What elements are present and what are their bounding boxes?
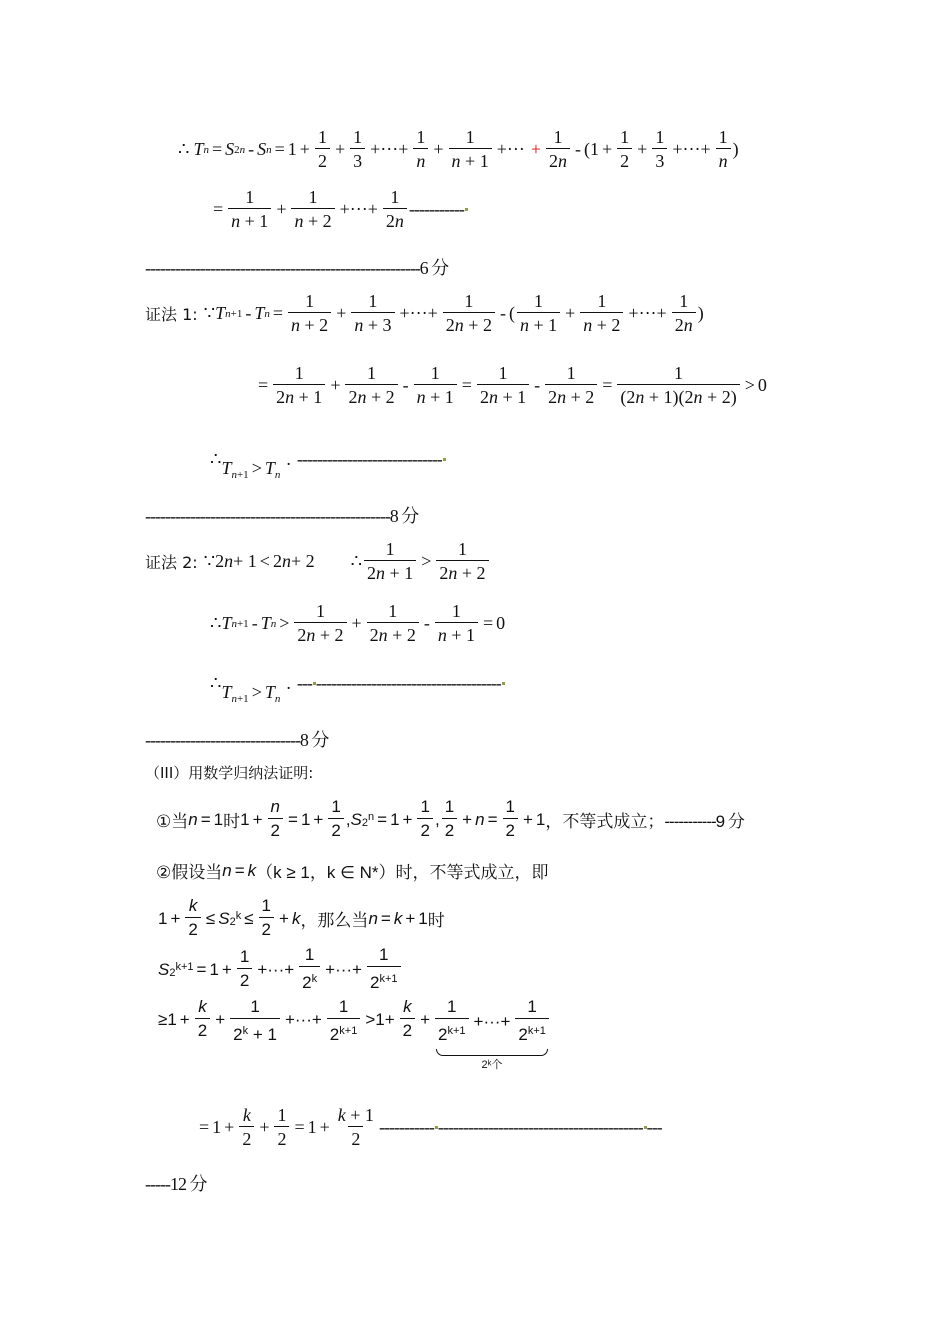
score-8a: -------------------------------------------------8 分 bbox=[145, 506, 419, 526]
part3-step1: ①当 n = 1 时 1 + $\frac{n}{2}$ = 1 + $\frac{1}{2}$ , S 2$^n$ = 1 + $\frac{1}{2}$ , $\frac{1}{2}$ + n = $\frac{1}{2}$ + 1 ，不等式成立； -----------9 分 bbox=[156, 796, 744, 843]
proof1-line2: = $\frac{1}{2n + 1}$ + $\frac{1}{2n + 2}$ - $\frac{1}{n + 1}$ = $\frac{1}{2n + 1}$ - $\frac{1}{2n + 2}$ = $\frac{1}{(2n + 1)(2n + 2)}$ > 0 bbox=[258, 363, 767, 407]
proof2-line2: ∴ T n+1 - T n > $\frac{1}{2n + 2}$ + $\frac{1}{2n + 2}$ - $\frac{1}{n + 1}$ = 0 bbox=[210, 601, 506, 645]
part3-title: （III）用数学归纳法证明: bbox=[145, 764, 314, 782]
score-6: -------------------------------------------------------6 分 bbox=[145, 258, 449, 278]
underbrace: $\frac{1}{2^{k+1}}$ +···+ $\frac{1}{2^{k+1}}$ 2ᵏ个 bbox=[433, 996, 551, 1072]
part3-hypothesis: 1 + $\frac{k}{2}$ ≤ S 2$^k$ ≤ $\frac{1}{2}$ + k ，那么当 n = k + 1 时 bbox=[158, 895, 445, 942]
proof2-line1: 证法 2: ∵ 2 n + 1 < 2 n + 2 ∴ $\frac{1}{2n + 1}$ > $\frac{1}{2n + 2}$ bbox=[145, 538, 491, 585]
proof1-line1: 证法 1: ∵ T n+1 - T n = $\frac{1}{n + 2}$ + $\frac{1}{n + 3}$ +···+ $\frac{1}{2n + 2}$ - ( $\frac{1}{n + 1}$ + $\frac{1}{n + 2}$ +···+ $\frac{1}{2n}$ ) bbox=[145, 291, 704, 335]
part3-inequality: ≥1 + $\frac{k}{2}$ + $\frac{1}{2^k + 1}$ +···+ $\frac{1}{2^{k+1}}$ >1+ $\frac{k}{2}$ + $\frac{1}{2^{k+1}}$ +···+ $\frac{1}{2^{k+1}}$ 2ᵏ个 bbox=[158, 996, 551, 1072]
proof2-conclusion: ∴ $T_{n+1} > T_n$ . --- ------------------------------------- bbox=[210, 662, 505, 705]
part3-step2: ②假设当 n = k （k ≥ 1，k ∈ N*）时，不等式成立，即 bbox=[156, 860, 549, 882]
part3-final: = 1 + $\frac{k}{2}$ + $\frac{1}{2}$ = 1 + $\frac{k + 1}{2}$ ----------- ----------------------------------------- --- bbox=[199, 1105, 662, 1149]
line-tn-sum: = $\frac{1}{n + 1}$ + $\frac{1}{n + 2}$ +···+ $\frac{1}{2n}$ ----------- bbox=[210, 186, 468, 233]
line-tn-definition: ∴ T n = S 2n - S n = 1 + $\frac{1}{2}$ + $\frac{1}{3}$ +···+ $\frac{1}{n}$ + $\frac{1}{n + 1}$ +··· + $\frac{1}{2n}$ - (1 + $\frac{1}{2}$ + $\frac{1}{3}$ +···+ $\frac{1}{n}$ ) bbox=[178, 127, 739, 171]
proof1-conclusion: ∴ $T_{n+1} > T_n$ . ----------------------------- bbox=[210, 438, 446, 481]
score-12: -----12 分 bbox=[145, 1174, 207, 1194]
part3-s-expansion: S $2^{k+1}$ = 1 + $\frac{1}{2}$ +···+ $\frac{1}{2^k}$ +···+ $\frac{1}{2^{k+1}}$ bbox=[158, 944, 403, 995]
score-8b: -------------------------------8 分 bbox=[145, 730, 329, 750]
